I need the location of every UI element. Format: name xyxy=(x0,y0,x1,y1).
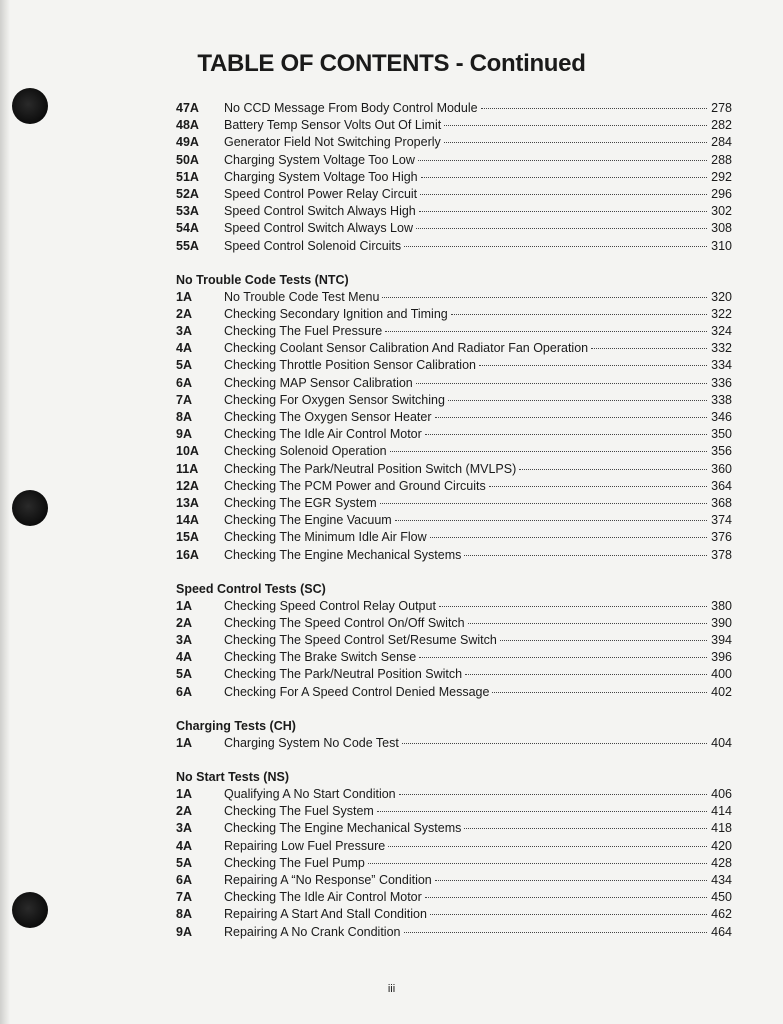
toc-entry[interactable] xyxy=(176,220,732,237)
entry-code: 2A xyxy=(176,804,192,819)
entry-page-number: 278 xyxy=(711,101,732,115)
section-heading: No Start Tests (NS) xyxy=(176,770,289,784)
entry-page-number: 406 xyxy=(711,787,732,801)
entry-page-number: 322 xyxy=(711,306,732,321)
entry-code: 5A xyxy=(176,855,192,870)
toc-entry[interactable] xyxy=(176,186,732,203)
dot-leader xyxy=(382,296,707,298)
entry-page-number: 364 xyxy=(711,478,732,493)
entry-title: Checking The Speed Control Set/Resume Switch xyxy=(224,633,497,648)
entry-title: Checking The Brake Switch Sense xyxy=(224,650,417,665)
toc-entry[interactable] xyxy=(176,152,732,169)
entry-page-number: 332 xyxy=(711,341,732,356)
entry-code: 12A xyxy=(176,478,199,493)
dot-leader xyxy=(425,433,707,435)
dot-leader xyxy=(479,364,707,366)
toc-entry[interactable] xyxy=(176,855,732,872)
entry-title: Charging System No Code Test xyxy=(224,735,399,750)
dot-leader xyxy=(430,913,707,915)
entry-code: 10A xyxy=(176,444,199,459)
entry-title: Checking Coolant Sensor Calibration And Radiator Fan Operation xyxy=(224,341,589,356)
entry-code: 50A xyxy=(176,152,199,167)
toc-entry[interactable] xyxy=(176,117,732,134)
entry-page-number: 284 xyxy=(711,135,732,150)
entry-page-number: 394 xyxy=(711,633,732,648)
entry-code: 5A xyxy=(176,358,192,373)
entry-title: Speed Control Switch Always High xyxy=(224,204,416,219)
entry-page-number: 462 xyxy=(711,907,732,922)
toc-entry[interactable] xyxy=(176,238,732,255)
entry-title: Speed Control Switch Always Low xyxy=(224,221,413,236)
entry-title: No Trouble Code Test Menu xyxy=(224,289,380,304)
toc-entry[interactable] xyxy=(176,547,732,564)
entry-title: Checking The Engine Mechanical Systems xyxy=(224,547,462,562)
entry-code: 8A xyxy=(176,907,192,922)
entry-page-number: 334 xyxy=(711,358,732,373)
dot-leader xyxy=(425,896,707,898)
entry-title: Speed Control Power Relay Circuit xyxy=(224,186,418,201)
dot-leader xyxy=(380,502,707,504)
entry-title: Battery Temp Sensor Volts Out Of Limit xyxy=(224,118,442,133)
entry-code: 55A xyxy=(176,238,199,253)
section-heading: No Trouble Code Tests (NTC) xyxy=(176,272,349,287)
entry-title: Speed Control Solenoid Circuits xyxy=(224,238,402,253)
dot-leader xyxy=(444,141,707,143)
entry-page-number: 400 xyxy=(711,667,732,682)
toc-entry[interactable] xyxy=(176,495,732,512)
dot-leader xyxy=(385,330,707,332)
toc-entry[interactable] xyxy=(176,838,732,855)
toc-entry[interactable] xyxy=(176,598,732,615)
toc-section xyxy=(176,718,732,752)
entry-title: Checking The Idle Air Control Motor xyxy=(224,890,422,905)
toc-entry[interactable] xyxy=(176,169,732,186)
toc-section xyxy=(176,581,732,701)
entry-page-number: 292 xyxy=(711,169,732,184)
page-edge-shadow xyxy=(0,0,10,1024)
entry-title: Checking MAP Sensor Calibration xyxy=(224,375,413,390)
dot-leader xyxy=(419,656,707,658)
dot-leader xyxy=(439,605,707,607)
entry-code: 4A xyxy=(176,838,192,853)
toc-entry[interactable] xyxy=(176,786,732,803)
entry-title: Checking The Idle Air Control Motor xyxy=(224,427,422,442)
entry-title: Checking The Park/Neutral Position Switch xyxy=(224,667,463,682)
entry-page-number: 374 xyxy=(711,513,732,528)
entry-code: 3A xyxy=(176,324,192,339)
entry-page-number: 428 xyxy=(711,855,732,870)
entry-code: 5A xyxy=(176,667,192,682)
entry-page-number: 420 xyxy=(711,838,732,853)
section-heading: Speed Control Tests (SC) xyxy=(176,581,326,596)
toc-entry[interactable] xyxy=(176,924,732,941)
toc-entry[interactable] xyxy=(176,649,732,666)
toc-entry[interactable] xyxy=(176,889,732,906)
toc-entry[interactable] xyxy=(176,820,732,837)
entry-title: Repairing A No Crank Condition xyxy=(224,924,401,939)
entry-page-number: 296 xyxy=(711,186,732,201)
entry-code: 2A xyxy=(176,615,192,630)
entry-code: 1A xyxy=(176,787,192,801)
entry-code: 54A xyxy=(176,221,199,236)
entry-page-number: 380 xyxy=(711,598,732,613)
entry-code: 7A xyxy=(176,392,192,407)
page-number-footer: iii xyxy=(387,983,396,995)
toc-entry[interactable] xyxy=(176,512,732,529)
dot-leader xyxy=(404,245,707,247)
dot-leader xyxy=(435,879,707,881)
entry-page-number: 356 xyxy=(711,444,732,459)
toc-entry[interactable] xyxy=(176,100,732,117)
entry-code: 15A xyxy=(176,530,199,545)
section-heading: Charging Tests (CH) xyxy=(176,718,296,733)
toc-entry[interactable] xyxy=(176,340,732,357)
entry-page-number: 464 xyxy=(711,924,732,939)
dot-leader xyxy=(500,639,707,641)
binder-hole-bottom xyxy=(12,892,48,928)
dot-leader xyxy=(416,227,707,229)
dot-leader xyxy=(451,313,707,315)
toc-entry[interactable] xyxy=(176,357,732,374)
entry-title: Checking The Fuel Pump xyxy=(224,855,365,870)
toc-entry[interactable] xyxy=(176,134,732,151)
entry-code: 51A xyxy=(176,169,199,184)
toc-section xyxy=(176,272,732,564)
entry-title: Checking The Engine Vacuum xyxy=(224,513,392,528)
entry-page-number: 450 xyxy=(711,890,732,905)
entry-code: 4A xyxy=(176,341,192,356)
entry-page-number: 396 xyxy=(711,650,732,665)
toc-entry[interactable] xyxy=(176,203,732,220)
binder-hole-top xyxy=(12,88,48,124)
dot-leader xyxy=(377,810,707,812)
entry-code: 9A xyxy=(176,924,192,939)
entry-title: Checking The Oxygen Sensor Heater xyxy=(224,410,432,424)
toc-entry[interactable] xyxy=(176,906,732,923)
dot-leader xyxy=(395,519,707,521)
dot-leader xyxy=(591,347,707,349)
entry-title: Qualifying A No Start Condition xyxy=(224,787,396,801)
entry-title: Checking The Park/Neutral Position Switch (MVLPS) xyxy=(224,461,517,476)
entry-page-number: 376 xyxy=(711,530,732,545)
entry-page-number: 350 xyxy=(711,427,732,442)
entry-page-number: 434 xyxy=(711,872,732,887)
entry-code: 2A xyxy=(176,306,192,321)
entry-title: Charging System Voltage Too Low xyxy=(224,152,415,167)
toc-entry[interactable] xyxy=(176,529,732,546)
dot-leader xyxy=(448,399,707,401)
entry-code: 8A xyxy=(176,410,192,424)
entry-code: 3A xyxy=(176,633,192,648)
entry-code: 14A xyxy=(176,513,199,528)
toc-entry[interactable] xyxy=(176,478,732,495)
dot-leader xyxy=(435,416,707,418)
dot-leader xyxy=(464,554,707,556)
entry-title: Repairing A Start And Stall Condition xyxy=(224,907,427,922)
dot-leader xyxy=(419,210,707,212)
binder-hole-middle xyxy=(12,490,48,526)
entry-page-number: 414 xyxy=(711,804,732,819)
entry-page-number: 320 xyxy=(711,289,732,304)
entry-title: Checking The PCM Power and Ground Circuits xyxy=(224,478,486,493)
entry-code: 6A xyxy=(176,872,192,887)
toc-entry[interactable] xyxy=(176,803,732,820)
dot-leader xyxy=(430,536,707,538)
toc-entry[interactable] xyxy=(176,632,732,649)
entry-title: Checking The Fuel System xyxy=(224,804,374,819)
dot-leader xyxy=(368,862,707,864)
dot-leader xyxy=(420,193,707,195)
entry-page-number: 288 xyxy=(711,152,732,167)
entry-code: 1A xyxy=(176,289,192,304)
entry-page-number: 346 xyxy=(711,410,732,424)
toc-section xyxy=(176,100,732,255)
entry-code: 4A xyxy=(176,650,192,665)
dot-leader xyxy=(468,622,707,624)
entry-code: 53A xyxy=(176,204,199,219)
toc-section xyxy=(176,769,732,941)
entry-page-number: 390 xyxy=(711,615,732,630)
dot-leader xyxy=(492,691,707,693)
toc-entry[interactable] xyxy=(176,392,732,409)
toc-entry[interactable] xyxy=(176,409,732,426)
entry-title: Charging System Voltage Too High xyxy=(224,169,418,184)
toc-entry[interactable] xyxy=(176,615,732,632)
entry-code: 9A xyxy=(176,427,192,442)
entry-page-number: 336 xyxy=(711,375,732,390)
dot-leader xyxy=(418,159,707,161)
dot-leader xyxy=(519,468,707,470)
dot-leader xyxy=(489,485,707,487)
dot-leader xyxy=(390,450,707,452)
entry-page-number: 310 xyxy=(711,238,732,253)
toc-entry[interactable] xyxy=(176,323,732,340)
entry-title: Checking The Minimum Idle Air Flow xyxy=(224,530,427,545)
toc-entry[interactable] xyxy=(176,684,732,701)
entry-title: Checking Solenoid Operation xyxy=(224,444,387,459)
entry-page-number: 282 xyxy=(711,118,732,133)
dot-leader xyxy=(444,124,707,126)
entry-code: 7A xyxy=(176,890,192,905)
dot-leader xyxy=(404,931,708,933)
table-of-contents xyxy=(176,100,732,958)
entry-page-number: 404 xyxy=(711,735,732,750)
dot-leader xyxy=(416,382,707,384)
entry-title: Checking For A Speed Control Denied Message xyxy=(224,684,490,699)
entry-title: Checking The EGR System xyxy=(224,495,377,510)
entry-code: 48A xyxy=(176,118,199,133)
dot-leader xyxy=(402,742,707,744)
entry-title: Repairing A “No Response” Condition xyxy=(224,872,432,887)
toc-entry[interactable] xyxy=(176,289,732,306)
entry-title: Checking Speed Control Relay Output xyxy=(224,598,436,613)
entry-page-number: 308 xyxy=(711,221,732,236)
toc-entry[interactable] xyxy=(176,306,732,323)
toc-entry[interactable] xyxy=(176,735,732,752)
entry-code: 11A xyxy=(176,461,199,476)
entry-code: 13A xyxy=(176,495,199,510)
dot-leader xyxy=(465,673,707,675)
toc-entry[interactable] xyxy=(176,666,732,683)
entry-code: 6A xyxy=(176,375,192,390)
entry-page-number: 302 xyxy=(711,204,732,219)
entry-page-number: 418 xyxy=(711,821,732,836)
entry-page-number: 360 xyxy=(711,461,732,476)
dot-leader xyxy=(388,845,707,847)
toc-entry[interactable] xyxy=(176,375,732,392)
entry-title: Checking Throttle Position Sensor Calibration xyxy=(224,358,476,373)
entry-title: Checking The Fuel Pressure xyxy=(224,324,383,339)
entry-page-number: 378 xyxy=(711,547,732,562)
entry-code: 1A xyxy=(176,735,192,750)
entry-title: Repairing Low Fuel Pressure xyxy=(224,838,386,853)
entry-code: 47A xyxy=(176,101,199,115)
toc-entry[interactable] xyxy=(176,872,732,889)
toc-entry[interactable] xyxy=(176,426,732,443)
entry-title: Checking Secondary Ignition and Timing xyxy=(224,306,448,321)
entry-page-number: 324 xyxy=(711,324,732,339)
entry-title: Generator Field Not Switching Properly xyxy=(224,135,441,150)
page-title: TABLE OF CONTENTS - Continued xyxy=(197,50,586,77)
entry-title: Checking The Speed Control On/Off Switch xyxy=(224,615,465,630)
entry-code: 49A xyxy=(176,135,199,150)
dot-leader xyxy=(481,107,707,109)
entry-title: Checking For Oxygen Sensor Switching xyxy=(224,392,445,407)
toc-entry[interactable] xyxy=(176,461,732,478)
entry-code: 6A xyxy=(176,684,192,699)
dot-leader xyxy=(399,793,707,795)
entry-code: 1A xyxy=(176,598,192,613)
dot-leader xyxy=(421,176,707,178)
entry-page-number: 402 xyxy=(711,684,732,699)
entry-code: 52A xyxy=(176,186,199,201)
entry-page-number: 368 xyxy=(711,495,732,510)
entry-title: Checking The Engine Mechanical Systems xyxy=(224,821,462,836)
toc-entry[interactable] xyxy=(176,443,732,460)
entry-code: 16A xyxy=(176,547,199,562)
entry-code: 3A xyxy=(176,821,192,836)
entry-page-number: 338 xyxy=(711,392,732,407)
dot-leader xyxy=(464,827,707,829)
entry-title: No CCD Message From Body Control Module xyxy=(224,101,478,115)
